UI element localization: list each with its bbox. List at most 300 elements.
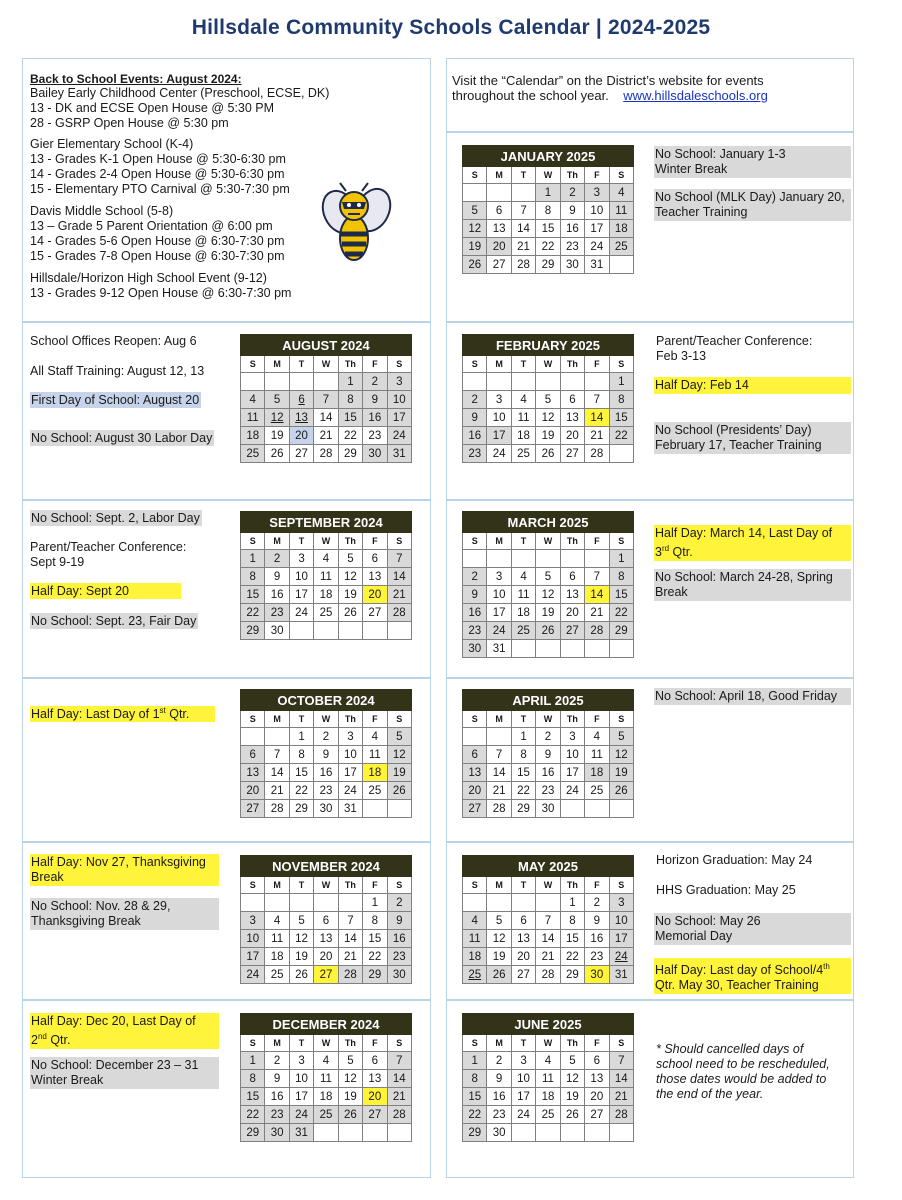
calendar-day: 9 bbox=[265, 568, 289, 586]
weekday-header: Th bbox=[338, 877, 362, 894]
note-aug-2 bbox=[30, 393, 201, 408]
calendar-day: 19 bbox=[487, 948, 511, 966]
calendar-day: 30 bbox=[265, 622, 289, 640]
calendar-day: 3 bbox=[289, 550, 313, 568]
calendar-empty-cell bbox=[338, 622, 362, 640]
calendar-day: 4 bbox=[609, 184, 633, 202]
calendar-day: 26 bbox=[609, 782, 633, 800]
calendar-day: 14 bbox=[314, 409, 338, 427]
calendar-day: 25 bbox=[314, 1106, 338, 1124]
note-may-0: Horizon Graduation: May 24 bbox=[656, 853, 813, 867]
calendar-empty-cell bbox=[463, 184, 487, 202]
weekday-header: S bbox=[387, 711, 411, 728]
calendar-empty-cell bbox=[585, 550, 609, 568]
calendar-day: 21 bbox=[609, 1088, 633, 1106]
calendar-day: 15 bbox=[241, 586, 265, 604]
calendar-day: 10 bbox=[487, 586, 511, 604]
calendar-day: 16 bbox=[363, 409, 387, 427]
weekday-header: W bbox=[536, 1035, 560, 1052]
calendar-day: 8 bbox=[511, 746, 535, 764]
calendar-day: 5 bbox=[338, 1052, 362, 1070]
calendar-day: 1 bbox=[609, 373, 633, 391]
month-title: JANUARY 2025 bbox=[463, 146, 634, 167]
calendar-day: 10 bbox=[387, 391, 411, 409]
calendar-day: 2 bbox=[463, 568, 487, 586]
weekday-header: Th bbox=[560, 877, 584, 894]
calendar-day: 12 bbox=[609, 746, 633, 764]
calendar-day: 17 bbox=[487, 604, 511, 622]
calendar-day: 22 bbox=[609, 427, 633, 445]
calendar-day: 7 bbox=[609, 1052, 633, 1070]
calendar-day: 21 bbox=[585, 604, 609, 622]
calendar-day: 16 bbox=[487, 1088, 511, 1106]
calendar-day: 24 bbox=[387, 427, 411, 445]
weekday-header: F bbox=[585, 877, 609, 894]
weekday-header: M bbox=[487, 533, 511, 550]
weekday-header: S bbox=[241, 877, 265, 894]
calendar-day: 27 bbox=[363, 604, 387, 622]
calendar-day: 7 bbox=[314, 391, 338, 409]
calendar-day: 9 bbox=[585, 912, 609, 930]
calendar-day: 11 bbox=[536, 1070, 560, 1088]
calendar-day: 19 bbox=[265, 427, 289, 445]
calendar-day: 17 bbox=[487, 427, 511, 445]
calendar-empty-cell bbox=[560, 373, 584, 391]
calendar-day: 10 bbox=[487, 409, 511, 427]
calendar-day: 14 bbox=[585, 409, 609, 427]
calendar-day: 19 bbox=[338, 1088, 362, 1106]
weekday-header: W bbox=[314, 877, 338, 894]
weekday-header: M bbox=[265, 877, 289, 894]
calendar-day: 2 bbox=[387, 894, 411, 912]
calendar-empty-cell bbox=[511, 184, 535, 202]
calendar-day: 13 bbox=[560, 586, 584, 604]
calendar-day: 16 bbox=[560, 220, 584, 238]
calendar-day: 12 bbox=[536, 586, 560, 604]
calendar-day: 21 bbox=[585, 427, 609, 445]
calendar-day: 15 bbox=[560, 930, 584, 948]
calendar-day: 15 bbox=[363, 930, 387, 948]
calendar-day: 9 bbox=[536, 746, 560, 764]
month-title: MARCH 2025 bbox=[463, 512, 634, 533]
calendar-day: 21 bbox=[536, 948, 560, 966]
website-note: Visit the “Calendar” on the District’s website for events throughout the school year. www.hillsdaleschools.org bbox=[452, 73, 768, 103]
note-sep-0: No School: Sept. 2, Labor Day bbox=[31, 511, 200, 525]
calendar-day: 23 bbox=[387, 948, 411, 966]
calendar-day: 26 bbox=[338, 1106, 362, 1124]
calendar-day: 2 bbox=[560, 184, 584, 202]
calendar-day: 15 bbox=[463, 1088, 487, 1106]
weekday-header: M bbox=[265, 1035, 289, 1052]
weekday-header: Th bbox=[338, 1035, 362, 1052]
calendar-day: 7 bbox=[387, 1052, 411, 1070]
weekday-header: W bbox=[536, 167, 560, 184]
weekday-header: T bbox=[289, 877, 313, 894]
calendar-day: 24 bbox=[487, 622, 511, 640]
calendar-day: 4 bbox=[314, 1052, 338, 1070]
calendar-day: 29 bbox=[338, 445, 362, 463]
calendar-day: 31 bbox=[487, 640, 511, 658]
calendar-empty-cell bbox=[609, 640, 633, 658]
calendar-day: 5 bbox=[265, 391, 289, 409]
weekday-header: S bbox=[241, 533, 265, 550]
calendar-day: 15 bbox=[609, 586, 633, 604]
weekday-header: M bbox=[265, 533, 289, 550]
calendar-day: 13 bbox=[363, 568, 387, 586]
calendar-day: 16 bbox=[314, 764, 338, 782]
calendar-day: 31 bbox=[289, 1124, 313, 1142]
calendar-empty-cell bbox=[560, 1124, 584, 1142]
calendar-day: 24 bbox=[511, 1106, 535, 1124]
calendar-day: 11 bbox=[609, 202, 633, 220]
calendar-aug bbox=[240, 334, 412, 463]
calendar-empty-cell bbox=[536, 1124, 560, 1142]
calendar-day: 8 bbox=[609, 568, 633, 586]
reschedule-note: * Should cancelled days of school need to be rescheduled, those dates would be added to the end of the year. bbox=[656, 1042, 830, 1101]
note-feb-3: No School (Presidents’ Day) February 17, Teacher Training bbox=[654, 422, 851, 454]
intro-hhs: Hillsdale/Horizon High School Event (9-12) 13 - Grades 9-12 Open House @ 6:30-7:30 pm bbox=[30, 271, 292, 300]
calendar-day: 31 bbox=[387, 445, 411, 463]
calendar-day: 2 bbox=[265, 1052, 289, 1070]
calendar-day: 22 bbox=[463, 1106, 487, 1124]
calendar-day: 13 bbox=[487, 220, 511, 238]
first-day-note: First Day of School: August 20 bbox=[31, 393, 200, 407]
weekday-header: Th bbox=[560, 356, 584, 373]
weekday-header: Th bbox=[560, 533, 584, 550]
weekday-header: M bbox=[487, 1035, 511, 1052]
calendar-day: 26 bbox=[536, 622, 560, 640]
weekday-header: Th bbox=[560, 1035, 584, 1052]
calendar-day: 30 bbox=[585, 966, 609, 984]
calendar-day: 13 bbox=[585, 1070, 609, 1088]
calendar-empty-cell bbox=[511, 550, 535, 568]
calendar-empty-cell bbox=[609, 1124, 633, 1142]
calendar-day: 15 bbox=[511, 764, 535, 782]
month-title: SEPTEMBER 2024 bbox=[241, 512, 412, 533]
weekday-header: M bbox=[487, 877, 511, 894]
calendar-empty-cell bbox=[487, 550, 511, 568]
calendar-day: 25 bbox=[585, 782, 609, 800]
weekday-header: S bbox=[609, 533, 633, 550]
calendar-empty-cell bbox=[463, 373, 487, 391]
calendar-day: 16 bbox=[463, 427, 487, 445]
calendar-day: 14 bbox=[536, 930, 560, 948]
calendar-day: 1 bbox=[609, 550, 633, 568]
calendar-day: 21 bbox=[511, 238, 535, 256]
calendar-day: 13 bbox=[289, 409, 313, 427]
calendar-empty-cell bbox=[241, 373, 265, 391]
calendar-day: 8 bbox=[609, 391, 633, 409]
calendar-empty-cell bbox=[463, 894, 487, 912]
calendar-day: 5 bbox=[487, 912, 511, 930]
page-title: Hillsdale Community Schools Calendar | 2024-2025 bbox=[191, 16, 711, 39]
calendar-empty-cell bbox=[487, 894, 511, 912]
note-may-1: HHS Graduation: May 25 bbox=[656, 883, 796, 897]
calendar-day: 22 bbox=[289, 782, 313, 800]
calendar-day: 20 bbox=[463, 782, 487, 800]
calendar-day: 6 bbox=[363, 1052, 387, 1070]
calendar-day: 5 bbox=[387, 728, 411, 746]
calendar-day: 3 bbox=[511, 1052, 535, 1070]
note-oct-0: Half Day: Last Day of 1st Qtr. bbox=[30, 703, 215, 722]
calendar-day: 28 bbox=[585, 622, 609, 640]
calendar-day: 10 bbox=[585, 202, 609, 220]
calendar-day: 17 bbox=[289, 586, 313, 604]
calendar-day: 1 bbox=[363, 894, 387, 912]
weekday-header: W bbox=[536, 356, 560, 373]
weekday-header: F bbox=[585, 711, 609, 728]
calendar-day: 18 bbox=[511, 604, 535, 622]
note-aug-3 bbox=[30, 431, 214, 446]
calendar-feb bbox=[462, 334, 634, 463]
month-title: NOVEMBER 2024 bbox=[241, 856, 412, 877]
calendar-empty-cell bbox=[609, 800, 633, 818]
calendar-day: 16 bbox=[265, 1088, 289, 1106]
weekday-header: F bbox=[585, 1035, 609, 1052]
calendar-day: 5 bbox=[536, 568, 560, 586]
calendar-day: 17 bbox=[338, 764, 362, 782]
calendar-day: 28 bbox=[536, 966, 560, 984]
calendar-day: 20 bbox=[363, 586, 387, 604]
calendar-day: 27 bbox=[241, 800, 265, 818]
note-apr-0: No School: April 18, Good Friday bbox=[654, 688, 851, 705]
calendar-day: 25 bbox=[265, 966, 289, 984]
calendar-day: 21 bbox=[387, 1088, 411, 1106]
note-nov-2: No School: Nov. 28 & 29, Thanksgiving Break bbox=[30, 898, 219, 930]
calendar-day: 29 bbox=[560, 966, 584, 984]
calendar-day: 25 bbox=[363, 782, 387, 800]
calendar-empty-cell bbox=[585, 1124, 609, 1142]
calendar-day: 30 bbox=[487, 1124, 511, 1142]
calendar-day: 28 bbox=[511, 256, 535, 274]
weekday-header: S bbox=[387, 533, 411, 550]
weekday-header: T bbox=[289, 1035, 313, 1052]
calendar-day: 10 bbox=[289, 568, 313, 586]
calendar-day: 23 bbox=[487, 1106, 511, 1124]
note-aug-0: School Offices Reopen: Aug 6 bbox=[30, 334, 197, 348]
calendar-day: 22 bbox=[609, 604, 633, 622]
calendar-day: 17 bbox=[289, 1088, 313, 1106]
calendar-day: 21 bbox=[487, 782, 511, 800]
calendar-day: 10 bbox=[511, 1070, 535, 1088]
calendar-day: 2 bbox=[265, 550, 289, 568]
calendar-day: 24 bbox=[289, 1106, 313, 1124]
month-title: MAY 2025 bbox=[463, 856, 634, 877]
calendar-day: 22 bbox=[338, 427, 362, 445]
calendar-day: 23 bbox=[463, 622, 487, 640]
intro-davis: Davis Middle School (5-8) 13 – Grade 5 Parent Orientation @ 6:00 pm 14 - Grades 5-6 Open House @ 6:30-7:30 pm 15 - Grades 7-8 Open House @ 6:30-7:30 pm bbox=[30, 204, 285, 263]
calendar-day: 16 bbox=[585, 930, 609, 948]
calendar-day: 7 bbox=[585, 391, 609, 409]
calendar-empty-cell bbox=[585, 640, 609, 658]
calendar-day: 28 bbox=[387, 604, 411, 622]
calendar-day: 13 bbox=[363, 1070, 387, 1088]
calendar-oct bbox=[240, 689, 412, 818]
calendar-day: 7 bbox=[487, 746, 511, 764]
calendar-day: 15 bbox=[338, 409, 362, 427]
calendar-jun bbox=[462, 1013, 634, 1142]
calendar-day: 27 bbox=[289, 445, 313, 463]
weekday-header: S bbox=[609, 711, 633, 728]
calendar-day: 29 bbox=[241, 1124, 265, 1142]
calendar-empty-cell bbox=[338, 1124, 362, 1142]
calendar-day: 4 bbox=[363, 728, 387, 746]
calendar-day: 11 bbox=[265, 930, 289, 948]
note-mar-0: Half Day: March 14, Last Day of 3rd Qtr. bbox=[654, 525, 851, 561]
note-may-4: Half Day: Last day of School/4th Qtr. May 30, Teacher Training bbox=[654, 958, 851, 994]
calendar-day: 8 bbox=[536, 202, 560, 220]
calendar-day: 26 bbox=[463, 256, 487, 274]
calendar-empty-cell bbox=[511, 894, 535, 912]
weekday-header: F bbox=[363, 1035, 387, 1052]
weekday-header: T bbox=[511, 167, 535, 184]
calendar-empty-cell bbox=[536, 550, 560, 568]
calendar-day: 30 bbox=[265, 1124, 289, 1142]
weekday-header: T bbox=[511, 1035, 535, 1052]
calendar-empty-cell bbox=[585, 800, 609, 818]
calendar-day: 24 bbox=[289, 604, 313, 622]
month-title: FEBRUARY 2025 bbox=[463, 335, 634, 356]
calendar-jan bbox=[462, 145, 634, 274]
calendar-mar bbox=[462, 511, 634, 658]
calendar-day: 3 bbox=[560, 728, 584, 746]
calendar-day: 27 bbox=[511, 966, 535, 984]
calendar-day: 11 bbox=[585, 746, 609, 764]
calendar-day: 26 bbox=[289, 966, 313, 984]
calendar-day: 17 bbox=[585, 220, 609, 238]
calendar-day: 30 bbox=[536, 800, 560, 818]
calendar-day: 8 bbox=[241, 568, 265, 586]
calendar-day: 8 bbox=[560, 912, 584, 930]
calendar-day: 30 bbox=[463, 640, 487, 658]
weekday-header: W bbox=[314, 1035, 338, 1052]
weekday-header: T bbox=[511, 877, 535, 894]
calendar-empty-cell bbox=[609, 445, 633, 463]
calendar-day: 6 bbox=[560, 568, 584, 586]
calendar-day: 29 bbox=[289, 800, 313, 818]
calendar-day: 18 bbox=[241, 427, 265, 445]
calendar-day: 29 bbox=[241, 622, 265, 640]
calendar-day: 22 bbox=[241, 1106, 265, 1124]
calendar-day: 4 bbox=[463, 912, 487, 930]
calendar-day: 29 bbox=[511, 800, 535, 818]
calendar-day: 4 bbox=[314, 550, 338, 568]
district-website-link[interactable]: www.hillsdaleschools.org bbox=[623, 88, 768, 103]
calendar-day: 14 bbox=[487, 764, 511, 782]
calendar-day: 14 bbox=[511, 220, 535, 238]
calendar-day: 11 bbox=[314, 568, 338, 586]
weekday-header: S bbox=[463, 877, 487, 894]
weekday-header: F bbox=[585, 356, 609, 373]
calendar-day: 23 bbox=[314, 782, 338, 800]
calendar-day: 3 bbox=[487, 568, 511, 586]
calendar-day: 19 bbox=[463, 238, 487, 256]
calendar-day: 22 bbox=[560, 948, 584, 966]
calendar-day: 1 bbox=[560, 894, 584, 912]
calendar-day: 28 bbox=[609, 1106, 633, 1124]
weekday-header: F bbox=[363, 533, 387, 550]
weekday-header: M bbox=[265, 711, 289, 728]
calendar-day: 25 bbox=[314, 604, 338, 622]
calendar-day: 17 bbox=[609, 930, 633, 948]
calendar-empty-cell bbox=[314, 894, 338, 912]
calendar-empty-cell bbox=[536, 894, 560, 912]
month-title: APRIL 2025 bbox=[463, 690, 634, 711]
note-mar-4: No School: March 24-28, Spring Break bbox=[654, 569, 851, 601]
calendar-day: 2 bbox=[487, 1052, 511, 1070]
weekday-header: T bbox=[289, 356, 313, 373]
calendar-empty-cell bbox=[511, 640, 535, 658]
calendar-day: 6 bbox=[363, 550, 387, 568]
calendar-day: 14 bbox=[387, 1070, 411, 1088]
calendar-day: 14 bbox=[338, 930, 362, 948]
calendar-day: 1 bbox=[338, 373, 362, 391]
weekday-header: S bbox=[609, 356, 633, 373]
calendar-empty-cell bbox=[265, 894, 289, 912]
calendar-day: 12 bbox=[338, 1070, 362, 1088]
calendar-empty-cell bbox=[463, 550, 487, 568]
calendar-day: 27 bbox=[363, 1106, 387, 1124]
calendar-day: 18 bbox=[265, 948, 289, 966]
weekday-header: W bbox=[314, 533, 338, 550]
calendar-day: 12 bbox=[487, 930, 511, 948]
intro-bailey: Bailey Early Childhood Center (Preschool, ECSE, DK) 13 - DK and ECSE Open House @ 5:30 PM 28 - GSRP Open House @ 5:30 pm bbox=[30, 86, 330, 130]
calendar-day: 23 bbox=[265, 1106, 289, 1124]
calendar-day: 8 bbox=[463, 1070, 487, 1088]
weekday-header: M bbox=[265, 356, 289, 373]
calendar-day: 3 bbox=[585, 184, 609, 202]
note-sep-4: No School: Sept. 23, Fair Day bbox=[31, 614, 197, 628]
calendar-day: 9 bbox=[463, 409, 487, 427]
calendar-day: 2 bbox=[463, 391, 487, 409]
weekday-header: S bbox=[463, 711, 487, 728]
calendar-day: 1 bbox=[511, 728, 535, 746]
calendar-day: 19 bbox=[338, 586, 362, 604]
calendar-day: 1 bbox=[463, 1052, 487, 1070]
weekday-header: F bbox=[363, 711, 387, 728]
calendar-day: 13 bbox=[511, 930, 535, 948]
calendar-day: 29 bbox=[536, 256, 560, 274]
weekday-header: W bbox=[536, 711, 560, 728]
calendar-day: 11 bbox=[463, 930, 487, 948]
calendar-day: 23 bbox=[463, 445, 487, 463]
calendar-day: 6 bbox=[511, 912, 535, 930]
calendar-day: 25 bbox=[536, 1106, 560, 1124]
note-jan-2: No School (MLK Day) January 20, Teacher Training bbox=[654, 189, 851, 221]
calendar-day: 2 bbox=[585, 894, 609, 912]
calendar-day: 18 bbox=[609, 220, 633, 238]
calendar-day: 20 bbox=[314, 948, 338, 966]
calendar-day: 25 bbox=[609, 238, 633, 256]
calendar-day: 28 bbox=[585, 445, 609, 463]
calendar-day: 7 bbox=[338, 912, 362, 930]
calendar-day: 3 bbox=[338, 728, 362, 746]
calendar-empty-cell bbox=[314, 1124, 338, 1142]
note-dec-4: No School: December 23 – 31 Winter Break bbox=[30, 1057, 219, 1089]
calendar-day: 5 bbox=[609, 728, 633, 746]
calendar-day: 22 bbox=[363, 948, 387, 966]
calendar-day: 6 bbox=[289, 391, 313, 409]
weekday-header: Th bbox=[560, 167, 584, 184]
calendar-day: 21 bbox=[387, 586, 411, 604]
calendar-day: 12 bbox=[560, 1070, 584, 1088]
calendar-day: 28 bbox=[314, 445, 338, 463]
calendar-day: 26 bbox=[560, 1106, 584, 1124]
calendar-day: 23 bbox=[560, 238, 584, 256]
calendar-day: 4 bbox=[585, 728, 609, 746]
calendar-day: 18 bbox=[363, 764, 387, 782]
calendar-day: 4 bbox=[241, 391, 265, 409]
